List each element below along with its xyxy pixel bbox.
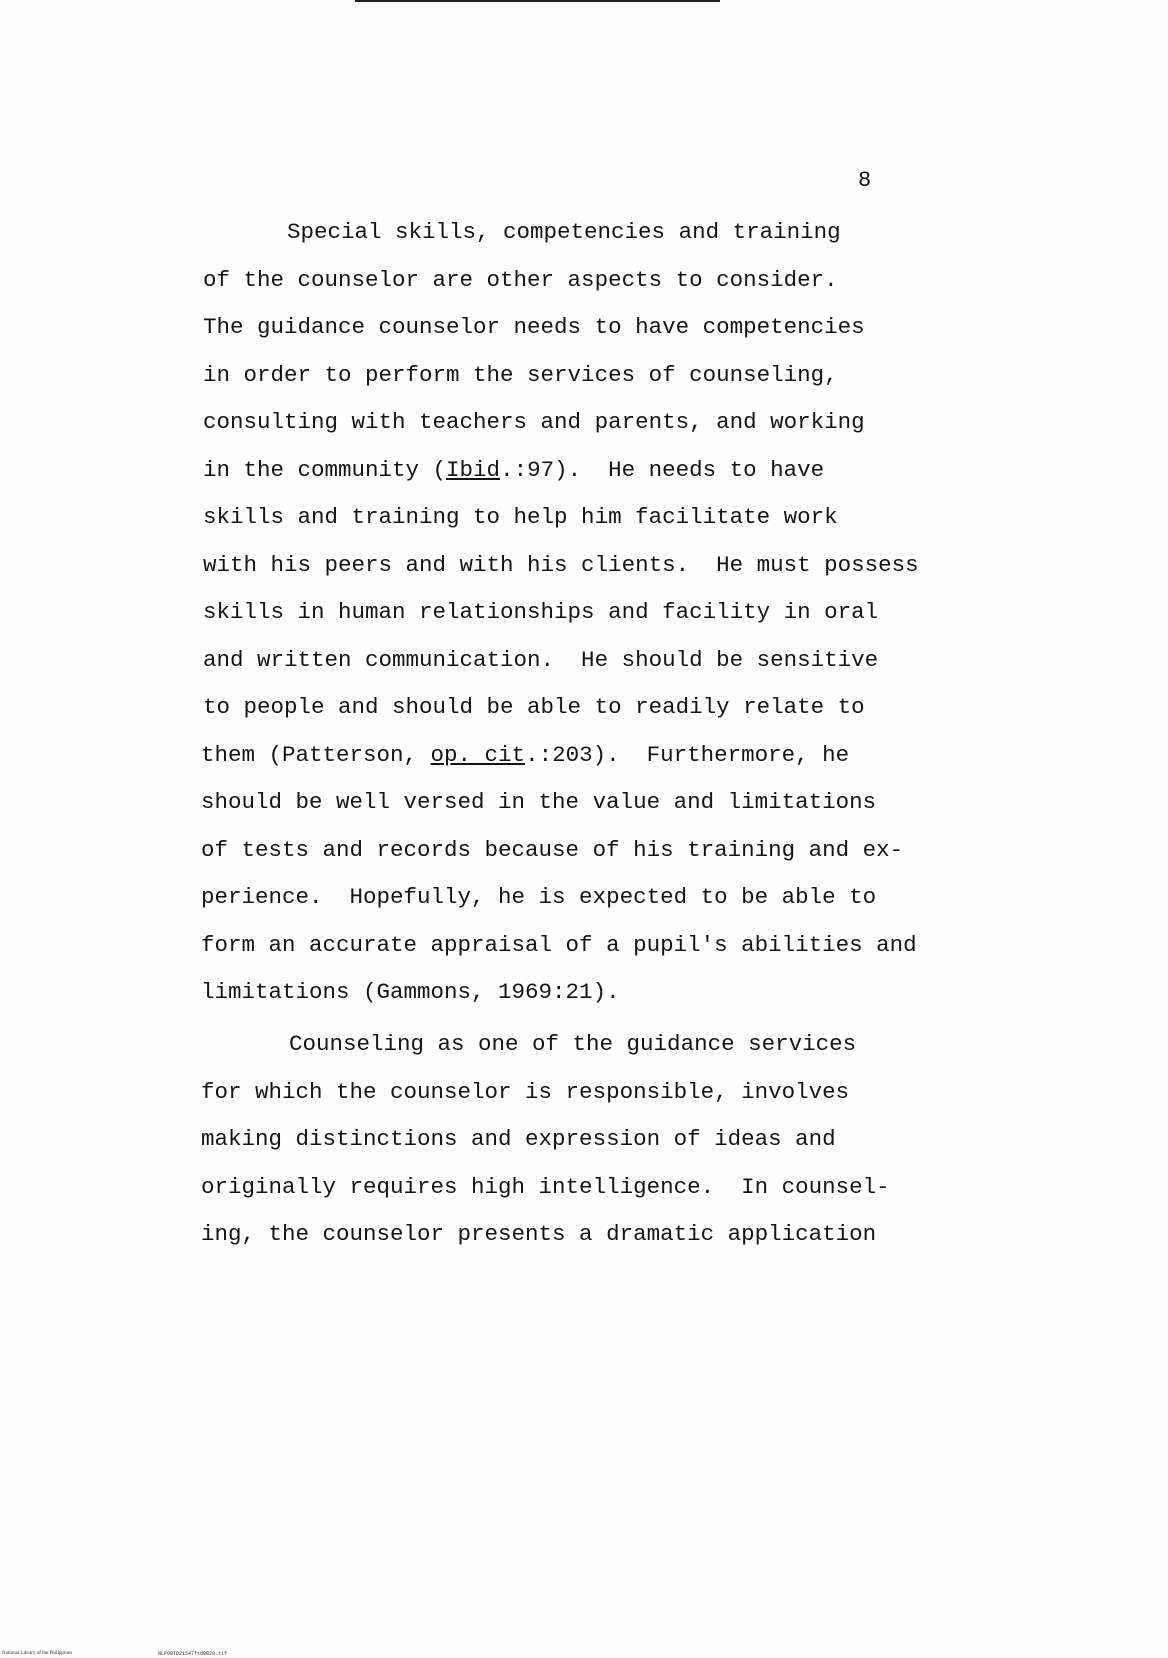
line-text: in the community ( bbox=[203, 456, 447, 483]
text-line: skills in human relationships and facility in oral bbox=[203, 599, 879, 625]
text-line: should be well versed in the value and limitations bbox=[201, 789, 877, 815]
text-line: with his peers and with his clients. He must possess bbox=[203, 551, 919, 578]
text-line bbox=[203, 458, 983, 506]
paragraph-2 bbox=[201, 1031, 985, 1270]
text-line: originally requires high intelligence. In counsel- bbox=[201, 1173, 890, 1200]
footer-library-name: National Library of the Philippines bbox=[2, 1651, 72, 1656]
citation-op-cit: op. cit bbox=[430, 741, 526, 768]
text-line: ing, the counselor presents a dramatic application bbox=[201, 1221, 877, 1247]
text-line: consulting with teachers and parents, and working bbox=[203, 409, 865, 435]
text-line: Special skills, competencies and training bbox=[287, 219, 841, 245]
text-line bbox=[201, 743, 981, 791]
line-text: them (Patterson, bbox=[201, 741, 431, 768]
line-text: .:203). Furthermore, he bbox=[525, 741, 850, 768]
text-line: making distinctions and expression of ideas and bbox=[201, 1126, 836, 1152]
page-number: 8 bbox=[858, 168, 872, 193]
text-line: of tests and records because of his training and ex- bbox=[201, 836, 904, 863]
text-line: form an accurate appraisal of a pupil's abilities and bbox=[201, 931, 917, 958]
paragraph-1 bbox=[201, 219, 985, 1028]
text-line: and written communication. He should be sensitive bbox=[203, 646, 879, 673]
text-line: The guidance counselor needs to have competencies bbox=[203, 314, 865, 340]
citation-ibid: Ibid bbox=[446, 456, 501, 483]
footer-filename: NLP00TD21547ftd0020.tif bbox=[158, 1651, 228, 1657]
text-line: in order to perform the services of counseling, bbox=[203, 361, 838, 388]
text-line: to people and should be able to readily relate to bbox=[203, 694, 865, 720]
text-line: skills and training to help him facilitate work bbox=[203, 504, 838, 530]
line-text: .:97). He needs to have bbox=[500, 456, 825, 483]
text-line: limitations (Gammons, 1969:21). bbox=[201, 979, 620, 1005]
text-line: for which the counselor is responsible, involves bbox=[201, 1078, 850, 1105]
top-rule bbox=[355, 0, 720, 2]
text-line: Counseling as one of the guidance services bbox=[289, 1031, 857, 1057]
text-line: perience. Hopefully, he is expected to be able to bbox=[201, 884, 877, 910]
text-line: of the counselor are other aspects to consider. bbox=[203, 266, 838, 293]
